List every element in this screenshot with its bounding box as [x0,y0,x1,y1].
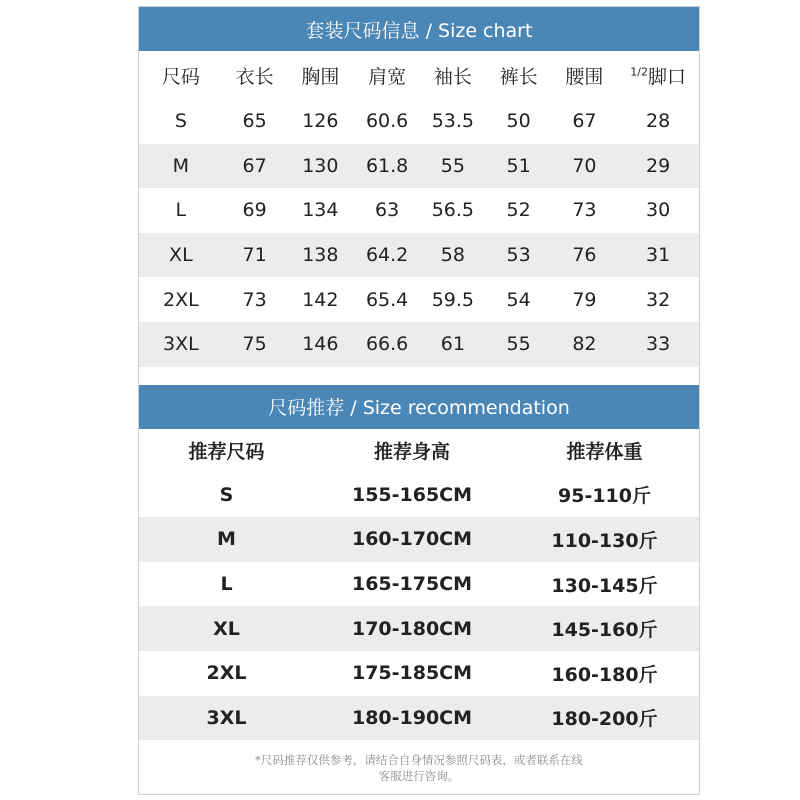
recommendation-cell: 175-185CM [351,662,473,685]
size-recommendation-table [139,429,699,741]
recommendation-row [139,696,699,741]
size-chart-cell: 53 [506,244,531,267]
size-chart-cell: 50 [506,110,531,133]
size-chart-cell: 32 [646,288,671,311]
size-chart-cell: L [175,199,187,222]
size-chart-cell: M [172,154,190,177]
disclaimer-line-1: *尺码推荐仅供参考，请结合自身情况参照尺码表，或者联系在线 [255,753,583,768]
recommendation-row [139,606,699,651]
recommendation-cell: XL [213,617,240,640]
header-sleeve: 袖长 [433,65,472,88]
size-chart-cell: 29 [646,154,671,177]
size-chart-cell: 79 [572,288,597,311]
size-chart-row [139,144,699,189]
header-pants-length: 裤长 [499,65,538,88]
recommendation-cell: 130-145斤 [551,574,658,597]
recommendation-cell: 180-190CM [351,706,473,729]
recommendation-cell: 160-180斤 [551,663,658,686]
size-chart-cell: 70 [572,154,597,177]
disclaimer-line-2: 客服进行咨询。 [378,769,460,784]
header-recommended-size: 推荐尺码 [188,441,265,464]
size-chart-cell: 134 [302,199,339,222]
size-chart-cell: 60.6 [365,110,409,133]
size-chart-cell: 65 [242,110,267,133]
size-chart-cell: 76 [572,244,597,267]
size-chart-header-row [139,51,699,99]
recommendation-body [139,473,699,741]
recommendation-cell: 170-180CM [351,617,473,640]
recommendation-cell: 160-170CM [351,528,473,551]
size-chart-cell: 61 [440,333,465,356]
disclaimer-note [139,752,699,784]
recommendation-cell: S [219,483,234,506]
size-chart-row [139,322,699,367]
header-leg-opening-label: 脚口 [647,65,686,88]
size-chart-cell: 130 [302,154,339,177]
size-chart-cell: 64.2 [365,244,409,267]
size-chart-cell: XL [169,244,193,267]
size-chart-row [139,277,699,322]
size-chart-cell: 56.5 [431,199,475,222]
size-chart-title: 套装尺码信息 / Size chart [139,7,699,51]
recommendation-row [139,562,699,607]
size-chart-cell: 28 [646,110,671,133]
size-chart-cell: 59.5 [431,288,475,311]
size-chart-cell: 66.6 [365,333,409,356]
recommendation-row [139,651,699,696]
size-chart-cell: 146 [302,333,339,356]
recommendation-header-row [139,429,699,473]
size-chart-cell: 55 [506,333,531,356]
size-chart-cell: 53.5 [431,110,475,133]
header-size: 尺码 [161,65,200,88]
size-chart-cell: 31 [646,244,671,267]
size-chart-cell: 65.4 [365,288,409,311]
size-chart-cell: S [174,110,187,133]
size-chart-body [139,99,699,367]
recommendation-cell: 3XL [206,706,247,729]
size-chart-cell: 71 [242,244,267,267]
header-waist: 腰围 [565,65,604,88]
recommendation-row [139,473,699,518]
recommendation-cell: 95-110斤 [558,485,651,508]
size-chart-row [139,99,699,144]
size-chart-cell: 61.8 [365,154,409,177]
size-chart-cell: 142 [302,288,339,311]
size-chart-cell: 54 [506,288,531,311]
size-chart-cell: 3XL [163,333,199,356]
size-chart-cell: 73 [242,288,267,311]
header-recommended-height: 推荐身高 [373,441,450,464]
size-recommendation-title: 尺码推荐 / Size recommendation [139,385,699,429]
size-chart-cell: 51 [506,154,531,177]
size-chart-cell: 67 [242,154,267,177]
recommendation-cell: 155-165CM [351,483,473,506]
size-chart-cell: 69 [242,199,267,222]
size-chart-cell: 126 [302,110,339,133]
size-chart-row [139,188,699,233]
size-chart-cell: 67 [572,110,597,133]
recommendation-cell: 110-130斤 [551,529,658,552]
size-chart-row [139,233,699,278]
recommendation-row [139,517,699,562]
size-chart-cell: 75 [242,333,267,356]
recommendation-cell: M [217,528,236,551]
size-chart-cell: 63 [375,199,400,222]
size-chart-table [139,51,699,367]
header-leg-opening-fraction: 1/2 [630,65,648,79]
recommendation-cell: 165-175CM [351,573,473,596]
section-gap [139,367,699,385]
size-chart-cell: 58 [440,244,465,267]
size-chart-cell: 52 [506,199,531,222]
header-shoulder: 肩宽 [368,65,407,88]
header-chest: 胸围 [301,65,340,88]
header-recommended-weight: 推荐体重 [566,441,643,464]
size-chart-cell: 73 [572,199,597,222]
size-chart-cell: 30 [646,199,671,222]
size-chart-cell: 2XL [163,288,199,311]
header-length: 衣长 [235,65,274,88]
size-info-card [138,6,700,795]
recommendation-cell: 180-200斤 [551,708,658,731]
size-chart-cell: 33 [646,333,671,356]
header-leg-opening [617,62,699,89]
size-chart-cell: 82 [572,333,597,356]
size-chart-cell: 138 [302,244,339,267]
size-chart-cell: 55 [440,154,465,177]
recommendation-cell: 145-160斤 [551,619,658,642]
recommendation-cell: 2XL [206,662,247,685]
recommendation-cell: L [220,573,233,596]
